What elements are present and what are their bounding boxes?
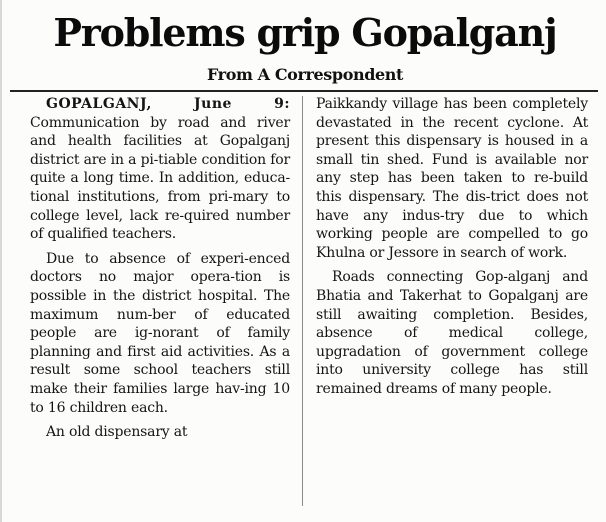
article-paragraph-3-continued: Paikkandy village has been completely devastated in the recent cyclone. At present this dispensary is housed in a small tin shed. Fund is available nor any step has been taken to re-build this dispensary. The dis-trict does not have any indus-try due to which working people are compelled to go Khulna or Jessore in search of work. xyxy=(316,96,588,261)
article-paragraph-2: Due to absence of experi-enced doctors no major opera-tion is possible in the district hospital. The maximum num-ber of educated people are ig-norant of family planning and first aid activities. As a result some school teachers still make their families large hav-ing 10 to 16 children each. xyxy=(30,250,290,416)
article-column-right xyxy=(316,95,588,399)
article-paragraph-4: Roads connecting Gop-alganj and Bhatia and Takerhat to Gopalganj are still awaiting completion. Besides, absence of medical college, upgradation of government college into university college has still remained dreams of many people. xyxy=(316,269,588,397)
paragraph-1-text: Communication by road and river and health facilities at Gopalganj district are in a pi-tiable condition for quite a long time. In addition, educa-tional institutions, from pri-mary to college level, lack re-quired number of qualified teachers. xyxy=(30,114,290,243)
headline: Problems grip Gopalganj xyxy=(53,10,557,55)
column-divider xyxy=(302,96,303,506)
article-column-left xyxy=(30,95,290,442)
article-paragraph-3-start: An old dispensary at xyxy=(46,424,188,441)
article-paragraph-1 xyxy=(30,95,290,244)
dateline: GOPALGANJ, June 9: xyxy=(46,96,290,112)
byline: From A Correspondent xyxy=(206,65,403,84)
headline-rule xyxy=(10,90,598,92)
